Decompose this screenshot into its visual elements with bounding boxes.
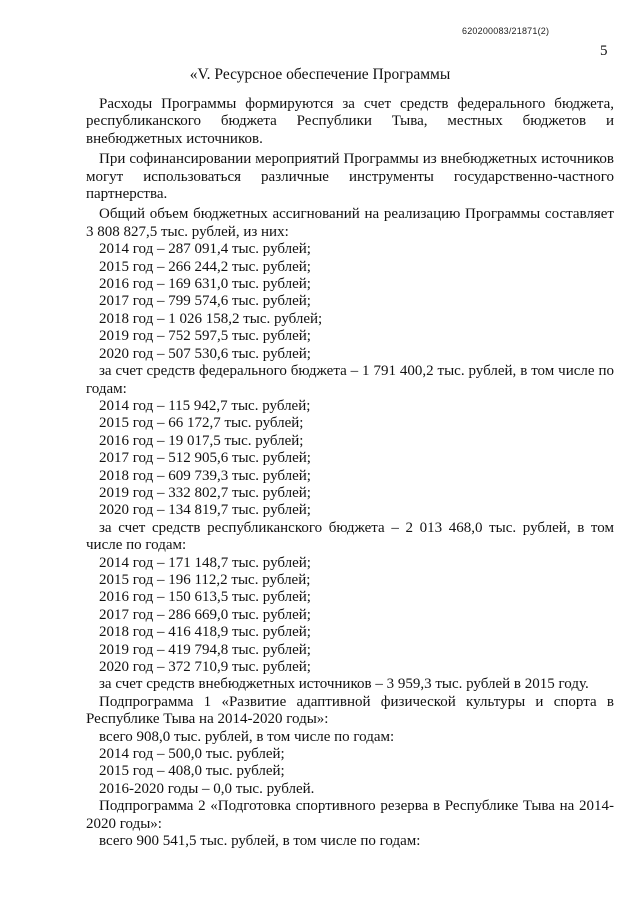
list-item: 2016 год – 150 613,5 тыс. рублей; [99, 589, 311, 606]
paragraph-subprogram-2: Подпрограмма 2 «Подготовка спортивного резерва в Республике Тыва на 2014-2020 годы»: [86, 798, 614, 832]
paragraph-federal: за счет средств федерального бюджета – 1 791 400,2 тыс. рублей, в том числе по годам: [86, 363, 614, 397]
list-item: 2020 год – 372 710,9 тыс. рублей; [99, 659, 311, 675]
list-item: 2017 год – 512 905,6 тыс. рублей; [99, 450, 311, 467]
list-item: всего 908,0 тыс. рублей, в том числе по годам: [99, 728, 395, 745]
list-item: 2018 год – 416 418,9 тыс. рублей; [99, 624, 311, 641]
list-item: 2018 год – 1 026 158,2 тыс. рублей; [99, 310, 323, 327]
list-item: 2020 год – 134 819,7 тыс. рублей; [99, 502, 311, 519]
section-title: «V. Ресурсное обеспечение Программы [189, 66, 451, 83]
paragraph-extrabudget: за счет средств внебюджетных источников – 3 959,3 тыс. рублей в 2015 году. [99, 676, 589, 693]
list-item: 2018 год – 609 739,3 тыс. рублей; [99, 467, 311, 484]
list-item: 2014 год – 500,0 тыс. рублей; [99, 746, 285, 763]
document-id: 620200083/21871(2) [462, 26, 550, 36]
list-item: всего 900 541,5 тыс. рублей, в том числе по годам: [99, 833, 421, 850]
list-item: 2017 год – 799 574,6 тыс. рублей; [99, 293, 311, 310]
list-item: 2015 год – 66 172,7 тыс. рублей; [99, 415, 304, 432]
paragraph-subprogram-1: Подпрограмма 1 «Развитие адаптивной физической культуры и спорта в Республике Тыва на 2014-2020 годы»: [86, 693, 614, 728]
list-item: 2016 год – 169 631,0 тыс. рублей; [99, 276, 311, 293]
paragraph-republic: за счет средств республиканского бюджета – 2 013 468,0 тыс. рублей, в том числе по годам: [86, 519, 614, 554]
subprogram-1-list [86, 729, 614, 799]
total-by-year-list [86, 241, 614, 363]
page-number: 5 [600, 43, 608, 59]
list-item: 2014 год – 287 091,4 тыс. рублей; [99, 241, 311, 258]
paragraph-cofinancing: При софинансировании мероприятий Программы из внебюджетных источников могут использоваться различные инструменты государственно-частного партнерства. [86, 151, 614, 203]
list-item: 2016-2020 годы – 0,0 тыс. рублей. [99, 780, 315, 797]
republic-by-year-list [86, 555, 614, 677]
subprogram-2-list [86, 833, 614, 850]
list-item: 2019 год – 332 802,7 тыс. рублей; [99, 484, 311, 501]
list-item: 2017 год – 286 669,0 тыс. рублей; [99, 606, 311, 623]
list-item: 2014 год – 115 942,7 тыс. рублей; [99, 397, 311, 414]
federal-by-year-list [86, 398, 614, 520]
list-item: 2015 год – 408,0 тыс. рублей; [99, 763, 285, 780]
list-item: 2016 год – 19 017,5 тыс. рублей; [99, 432, 304, 449]
list-item: 2020 год – 507 530,6 тыс. рублей; [99, 345, 311, 362]
paragraph-expenses: Расходы Программы формируются за счет средств федерального бюджета, республиканского бюджета Республики Тыва, местных бюджетов и внебюджетных источников. [86, 96, 614, 147]
list-item: 2014 год – 171 148,7 тыс. рублей; [99, 554, 311, 571]
list-item: 2019 год – 752 597,5 тыс. рублей; [99, 328, 311, 345]
list-item: 2015 год – 266 244,2 тыс. рублей; [99, 258, 311, 275]
list-item: 2015 год – 196 112,2 тыс. рублей; [99, 571, 311, 588]
list-item: 2019 год – 419 794,8 тыс. рублей; [99, 641, 311, 658]
document-body [86, 96, 614, 850]
paragraph-total: Общий объем бюджетных ассигнований на реализацию Программы составляет 3 808 827,5 тыс. рублей, из них: [86, 206, 614, 240]
